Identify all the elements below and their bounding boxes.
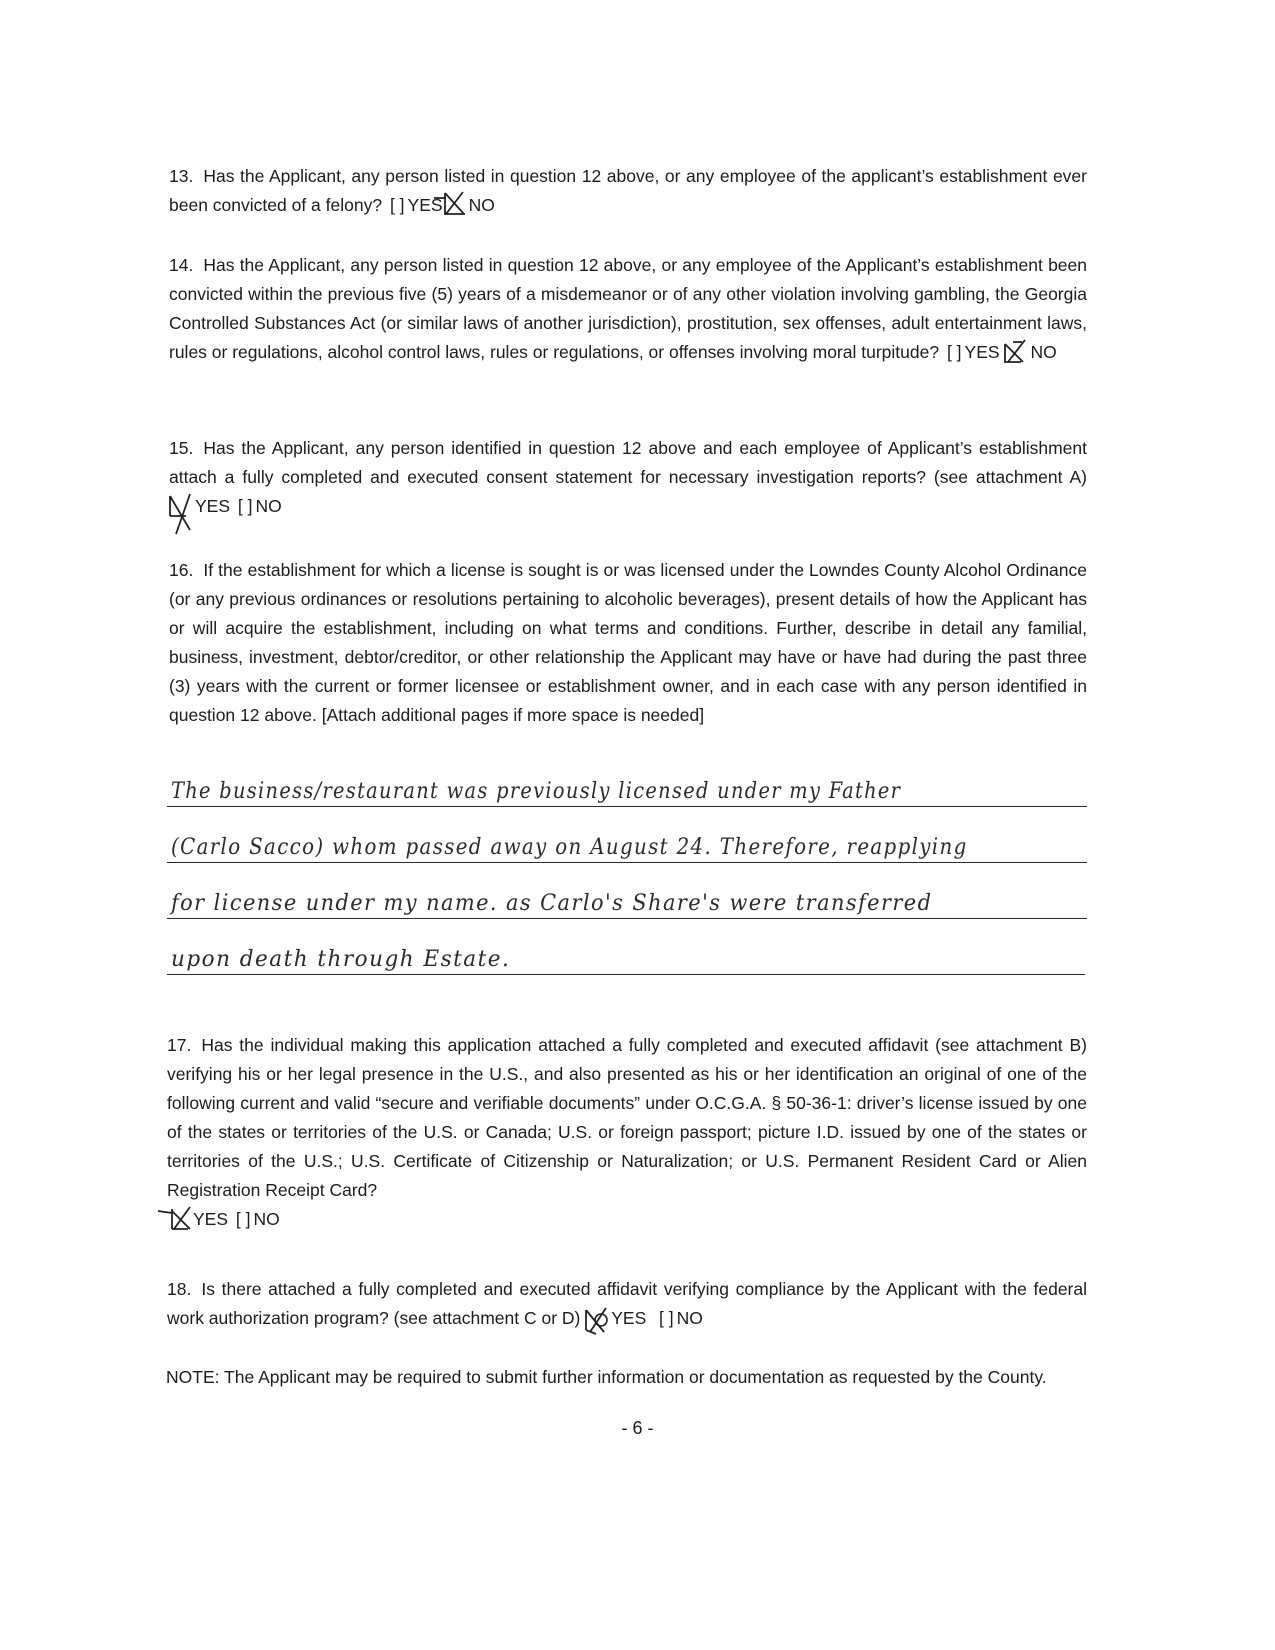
no-label: NO (468, 195, 495, 215)
page-number: - 6 - (621, 1418, 654, 1438)
question-13 (169, 162, 1087, 220)
answer-choices (169, 496, 282, 516)
handwritten-text: upon death through Estate. (171, 947, 511, 972)
question-number: 14. (169, 255, 194, 275)
question-number: 16. (169, 560, 194, 580)
answer-line[interactable] (167, 750, 1087, 807)
question-14 (169, 251, 1087, 367)
no-label: NO (1030, 342, 1057, 362)
no-label: NO (676, 1308, 703, 1328)
checkmark-x-icon (584, 1302, 612, 1334)
answer-choices (167, 1209, 280, 1229)
no-checkbox[interactable]: [ ] (235, 1209, 251, 1229)
question-number: 15. (169, 438, 194, 458)
answer-choices (944, 342, 1057, 362)
answer-line[interactable] (167, 862, 1087, 919)
answer-line[interactable] (167, 918, 1085, 975)
checkmark-x-icon (1003, 336, 1029, 364)
question-number: 17. (167, 1035, 192, 1055)
no-label: NO (255, 496, 282, 516)
yes-label: YES (195, 496, 231, 516)
question-number: 13. (169, 166, 194, 186)
yes-checkbox-checked[interactable] (171, 496, 193, 518)
question-text: Has the Applicant, any person listed in question 12 above, or any employee of the Applicant’s establishment been convicted within the previous five (5) years of a misdemeanor or of any other violation involving gambling, the Georgia Controlled Substances Act (or similar laws of another jurisdiction), prostitution, sex offenses, adult entertainment laws, rules or regulations, alcohol control laws, rules or regulations, or offenses involving moral turpitude? (169, 255, 1087, 362)
question-text: Has the individual making this application attached a fully completed and executed affidavit (see attachment B) verifying his or her legal presence in the U.S., and also presented as his or her identification an original of one of the following current and valid “secure and verifiable documents” under O.C.G.A. § 50-36-1: driver’s license issued by one of the states or territories of the U.S. or Canada; U.S. or foreign passport; picture I.D. issued by one of the states or territories of the U.S.; U.S. Certificate of Citizenship or Naturalization; or U.S. Permanent Resident Card or Alien Registration Receipt Card? (167, 1035, 1087, 1200)
handwritten-text: The business/restaurant was previously licensed under my Father (171, 779, 902, 804)
question-18 (167, 1275, 1087, 1333)
question-16 (169, 556, 1087, 730)
question-text: Has the Applicant, any person listed in question 12 above, or any employee of the applicant’s establishment ever been convicted of a felony? (169, 166, 1087, 215)
yes-checkbox[interactable]: [ ] (389, 195, 405, 215)
handwritten-text: for license under my name. as Carlo's Share's were transferred (171, 891, 933, 916)
answer-line[interactable] (167, 806, 1087, 863)
question-text: Has the Applicant, any person identified in question 12 above and each employee of Applicant’s establishment attach a fully completed and executed consent statement for necessary investigation reports? (see attachment A) (169, 438, 1087, 487)
no-checkbox[interactable]: [ ] (237, 496, 253, 516)
checkmark-x-icon (442, 189, 468, 217)
yes-label: YES (964, 342, 1000, 362)
question-number: 18. (167, 1279, 192, 1299)
answer-choices (387, 195, 495, 215)
yes-label: YES (407, 195, 443, 215)
handwritten-text: (Carlo Sacco) whom passed away on August 24. Therefore, reapplying (171, 835, 968, 860)
question-15 (169, 434, 1087, 521)
question-text: If the establishment for which a license is sought is or was licensed under the Lowndes County Alcohol Ordinance (or any previous ordinances or resolutions pertaining to alcoholic beverages), present details of how the Applicant has or will acquire the establishment, including on what terms and conditions. Further, describe in detail any familial, business, investment, debtor/creditor, or other relationship the Applicant may have or have had during the past three (3) years with the current or former licensee or establishment owner, and in each case with any person identified in question 12 above. [Attach additional pages if more space is needed] (169, 560, 1087, 725)
handwritten-answer (169, 750, 1087, 1010)
no-checkbox-checked[interactable] (1006, 342, 1028, 364)
yes-checkbox[interactable]: [ ] (946, 342, 962, 362)
yes-checkbox-checked[interactable] (169, 1209, 191, 1231)
yes-label: YES (193, 1209, 229, 1229)
yes-checkbox-checked[interactable] (587, 1308, 609, 1330)
note-text: NOTE: The Applicant may be required to submit further information or documentation as requested by the County. (166, 1367, 1047, 1387)
no-checkbox-checked[interactable] (445, 195, 467, 217)
checkmark-x-icon (168, 490, 194, 530)
checkmark-x-icon (166, 1203, 196, 1231)
answer-choices (585, 1308, 703, 1328)
no-label: NO (253, 1209, 280, 1229)
no-checkbox[interactable]: [ ] (659, 1308, 674, 1328)
question-text: Is there attached a fully completed and executed affidavit verifying compliance by the Applicant with the federal work authorization program? (see attachment C or D) (167, 1279, 1087, 1328)
yes-label: YES (611, 1308, 647, 1328)
question-17 (167, 1031, 1087, 1234)
